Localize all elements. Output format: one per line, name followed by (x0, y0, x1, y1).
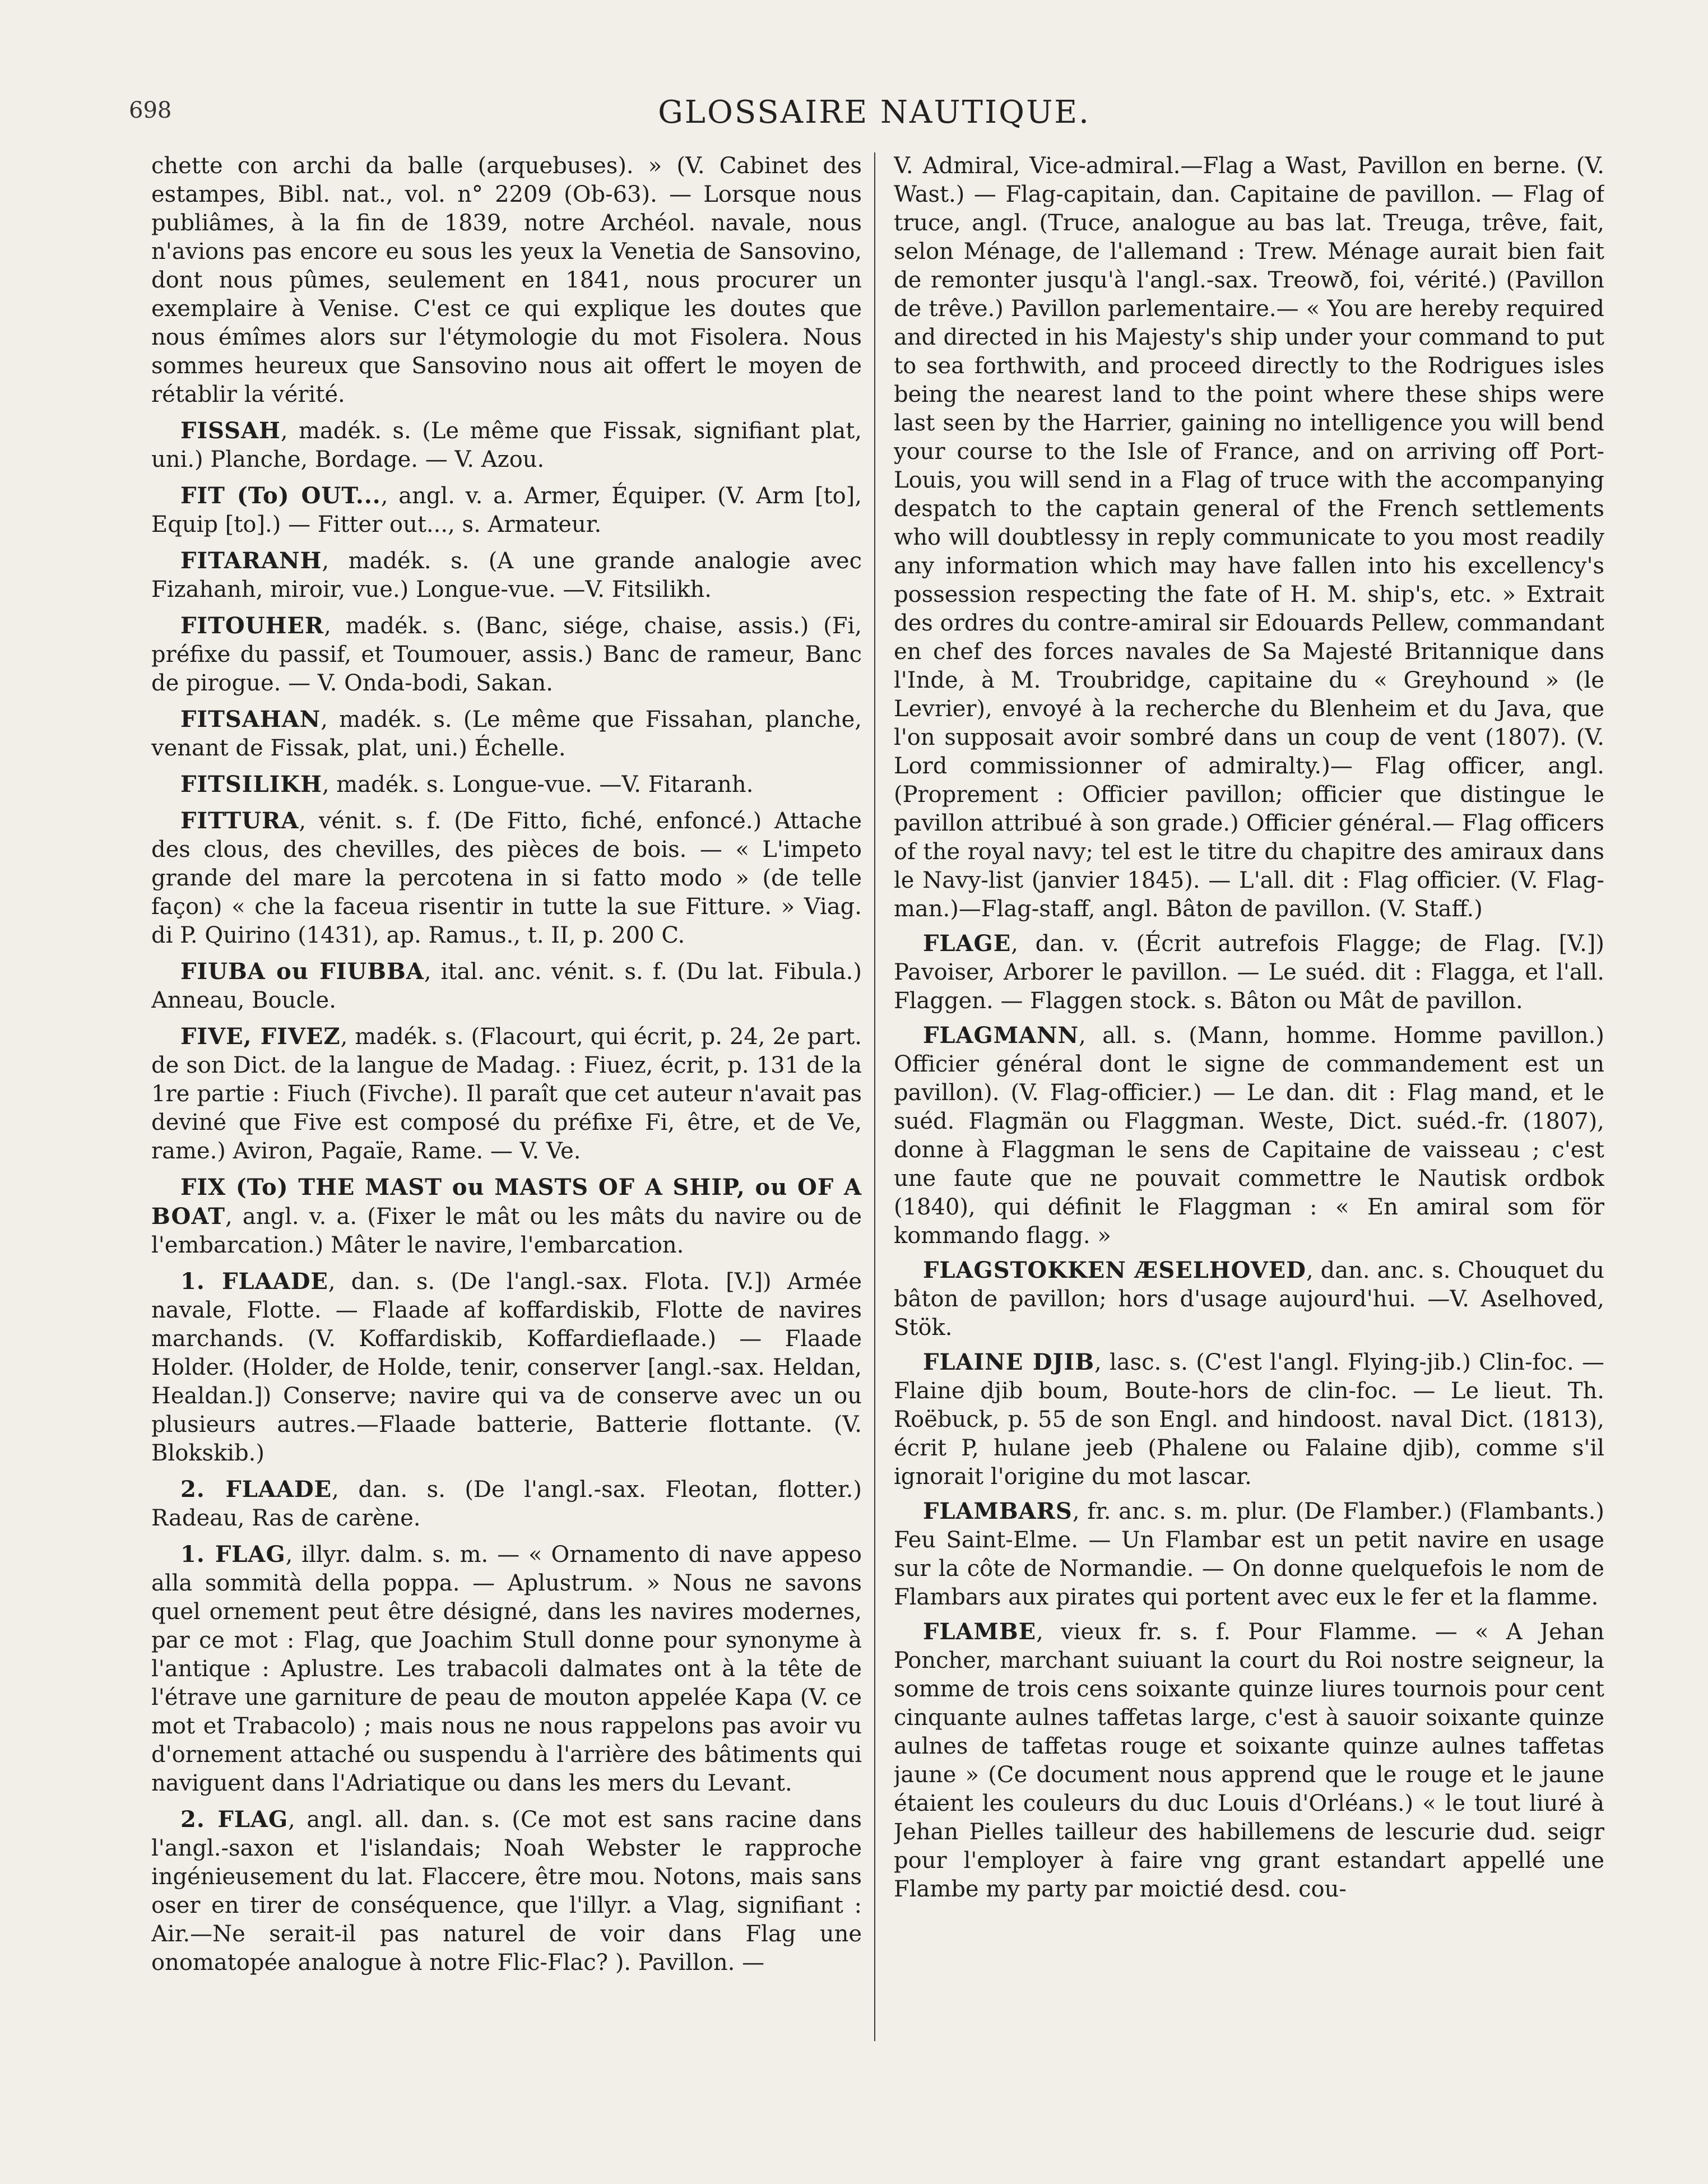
left-column (151, 151, 862, 2051)
entry-flag-2: 2. FLAG, angl. all. dan. s. (Ce mot est sans racine dans l'angl.-saxon et l'islandais; Noah Webster le rapproche ingénieusement du lat. Flaccere, être mou. Notons, mais sans oser en tirer de conséquence, que l'illyr. a Vlag, signifiant : Air.—Ne serait-il pas naturel de voir dans Flag une onomatopée analogue à notre Flic-Flac? ). Pavillon. — (151, 1806, 862, 1976)
entry-five: FIVE, FIVEZ, madék. s. (Flacourt, qui écrit, p. 24, 2e part. de son Dict. de la langue de Madag. : Fiuez, écrit, p. 131 de la 1re partie : Fiuch (Fivche). Il paraît que cet auteur n'avait pas deviné que Five est composé du préfixe Fi, être, et de Ve, rame.) Aviron, Pagaïe, Rame. — V. Ve. (151, 1023, 862, 1164)
entry-fitsahan: FITSAHAN, madék. s. (Le même que Fissahan, planche, venant de Fissak, plat, uni.) Échelle. (151, 706, 862, 761)
entry-fittura: FITTURA, vénit. s. f. (De Fitto, fiché, enfoncé.) Attache des clous, des chevilles, des pièces de bois. — « L'impeto grande del mare la percotena in si fatto modo » (de telle façon) « che la faceua risentir in tutte la sue Fitture. » Viag. di P. Quirino (1431), ap. Ramus., t. II, p. 200 C. (151, 808, 862, 948)
page-number: 698 (129, 98, 172, 123)
entry-fiuba: FIUBA ou FIUBBA, ital. anc. vénit. s. f. (Du lat. Fibula.) Anneau, Boucle. (151, 958, 862, 1013)
entry-fit-out: FIT (To) OUT..., angl. v. a. Armer, Équiper. (V. Arm [to], Equip [to].) — Fitter out..., s. Armateur. (151, 483, 862, 537)
entry-flagmann: FLAGMANN, all. s. (Mann, homme. Homme pavillon.) Officier général dont le signe de commandement est un pavillon). (V. Flag-officier.) — Le dan. dit : Flag mand, et le suéd. Flagmän ou Flaggman. Weste, Dict. suéd.-fr. (1807), donne à Flaggman le sens de Capitaine de vaisseau ; c'est une faute que ne pouvait commettre le Nautisk ordbok (1840), qui définit le Flaggman : « En amiral som för kommando flagg. » (894, 1022, 1604, 1249)
column-divider (874, 152, 875, 2041)
right-column (894, 151, 1604, 2051)
entry-fitsilikh: FITSILIKH, madék. s. Longue-vue. —V. Fitaranh. (180, 771, 754, 797)
entry-continuation: V. Admiral, Vice-admiral.—Flag a Wast, Pavillon en berne. (V. Wast.) — Flag-capitain, dan. Capitaine de pavillon. — Flag of truce, angl. (Truce, analogue au bas lat. Treuga, trêve, fait, selon Ménage, de l'allemand : Trew. Ménage aurait bien fait de remonter jusqu'à l'angl.-sax. Treowð, foi, vérité.) (Pavillon de trêve.) Pavillon parlementaire.— « You are hereby required and directed in his Majesty's ship under your command to put to sea forthwith, and proceed directly to the Rodrigues isles being the nearest land to the point where these ships were last seen by the Harrier, gaining no intelligence you will bend your course to the Isle of France, and on arriving off Port-Louis, you will send in a Flag of truce with the accompanying despatch to the captain general of the French settlements who will doubtlessy in reply communicate to you most readily any information which may have fallen into his excellency's possession respecting the fate of H. M. ship's, etc. » Extrait des ordres du contre-amiral sir Edouards Pellew, commandant en chef des forces navales de Sa Majesté Britannique dans l'Inde, à M. Troubridge, capitaine du « Greyhound » (le Levrier), envoyé à la recherche du Blenheim et du Java, que l'on supposait avoir sombré dans un coup de vent (1807). (V. Lord commissionner of admiralty.)— Flag officer, angl. (Proprement : Officier pavillon; officier que distingue le pavillon attribué à son grade.) Officier général.— Flag officers of the royal navy; tel est le titre du chapitre des amiraux dans le Navy-list (janvier 1845). — L'all. dit : Flag officier. (V. Flag-man.)—Flag-staff, angl. Bâton de pavillon. (V. Staff.) (894, 153, 1604, 922)
entry-continuation: chette con archi da balle (arquebuses). » (V. Cabinet des estampes, Bibl. nat., vol. n° 2209 (Ob-63). — Lorsque nous publiâmes, à la fin de 1839, notre Archéol. navale, nous n'avions pas encore eu sous les yeux la Venetia de Sansovino, dont nous pûmes, seulement en 1841, nous procurer un exemplaire à Venise. C'est ce qui explique les doutes que nous émîmes alors sur l'étymologie du mot Fisolera. Nous sommes heureux que Sansovino nous ait offert le moyen de rétablir la vérité. (151, 153, 862, 407)
entry-flaine-djib: FLAINE DJIB, lasc. s. (C'est l'angl. Flying-jib.) Clin-foc. — Flaine djib boum, Boute-hors de clin-foc. — Le lieut. Th. Roëbuck, p. 55 de son Engl. and hindoost. naval Dict. (1813), écrit P, hulane jeeb (Phalene ou Falaine djib), comme s'il ignorait l'origine du mot lascar. (894, 1349, 1604, 1490)
entry-flambars: FLAMBARS, fr. anc. s. m. plur. (De Flamber.) (Flambants.) Feu Saint-Elme. — Un Flambar est un petit navire en usage sur la côte de Normandie. — On donne quelquefois le nom de Flambars aux pirates qui portent avec eux le fer et la flamme. (894, 1498, 1604, 1610)
running-title: GLOSSAIRE NAUTIQUE. (658, 94, 1090, 131)
entry-flag-1: 1. FLAG, illyr. dalm. s. m. — « Ornamento di nave appeso alla sommità della poppa. — Aplustrum. » Nous ne savons quel ornement peut être désigné, dans les navires modernes, par ce mot : Flag, que Joachim Stull donne pour synonyme à l'antique : Aplustre. Les trabacoli dalmates ont à la tête de l'étrave une garniture de peau de mouton appelée Kapa (V. ce mot et Trabacolo) ; mais nous ne nous rappelons pas avoir vu d'ornement attaché ou suspendu à l'arrière des bâtiments qui naviguent dans l'Adriatique ou dans les mers du Levant. (151, 1541, 862, 1796)
entry-fissah: FISSAH, madék. s. (Le même que Fissak, signifiant plat, uni.) Planche, Bordage. — V. Azou. (151, 418, 862, 472)
entry-flage: FLAGE, dan. v. (Écrit autrefois Flagge; de Flag. [V.]) Pavoiser, Arborer le pavillon. — Le suéd. dit : Flagga, et l'all. Flaggen. — Flaggen stock. s. Bâton ou Mât de pavillon. (894, 930, 1604, 1014)
entry-flambe: FLAMBE, vieux fr. s. f. Pour Flamme. — « A Jehan Poncher, marchant suiuant la court du Roi nostre seigneur, la somme de trois cens soixante quinze liures tournois pour cent cinquante aulnes taffetas large, c'est à sauoir soixante quinze aulnes de taffetas rouge et soixante quinze aulnes taffetas jaune » (Ce document nous apprend que le rouge et le jaune étaient les couleurs du duc Louis d'Orléans.) « le tout liuré à Jehan Pielles tailleur des habillemens de lescurie dud. seigr pour l'employer à faire vng grant estandart appellé une Flambe my party par moictié desd. cou- (894, 1619, 1604, 1902)
entry-flaade-2: 2. FLAADE, dan. s. (De l'angl.-sax. Fleotan, flotter.) Radeau, Ras de carène. (151, 1476, 862, 1531)
entry-fitaranh: FITARANH, madék. s. (A une grande analogie avec Fizahanh, miroir, vue.) Longue-vue. —V. Fitsilikh. (151, 548, 862, 602)
page-header (129, 94, 1619, 139)
entry-fitouher: FITOUHER, madék. s. (Banc, siége, chaise, assis.) (Fi, préfixe du passif, et Toumouer, assis.) Banc de rameur, Banc de pirogue. — V. Onda-bodi, Sakan. (151, 613, 862, 696)
entry-fix-mast: FIX (To) THE MAST ou MASTS OF A SHIP, ou OF A BOAT, angl. v. a. (Fixer le mât ou les mâts du navire ou de l'embarcation.) Mâter le navire, l'embarcation. (151, 1174, 862, 1258)
entry-flagstokken: FLAGSTOKKEN ÆSELHOVED, dan. anc. s. Chouquet du bâton de pavillon; hors d'usage aujourd'hui. —V. Aselhoved, Stök. (894, 1257, 1604, 1341)
entry-flaade-1: 1. FLAADE, dan. s. (De l'angl.-sax. Flota. [V.]) Armée navale, Flotte. — Flaade af koffardiskib, Flotte de navires marchands. (V. Koffardiskib, Koffardieflaade.) — Flaade Holder. (Holder, de Holde, tenir, conserver [angl.-sax. Heldan, Healdan.]) Conserve; navire qui va de conserve avec un ou plusieurs autres.—Flaade batterie, Batterie flottante. (V. Blokskib.) (151, 1268, 862, 1466)
